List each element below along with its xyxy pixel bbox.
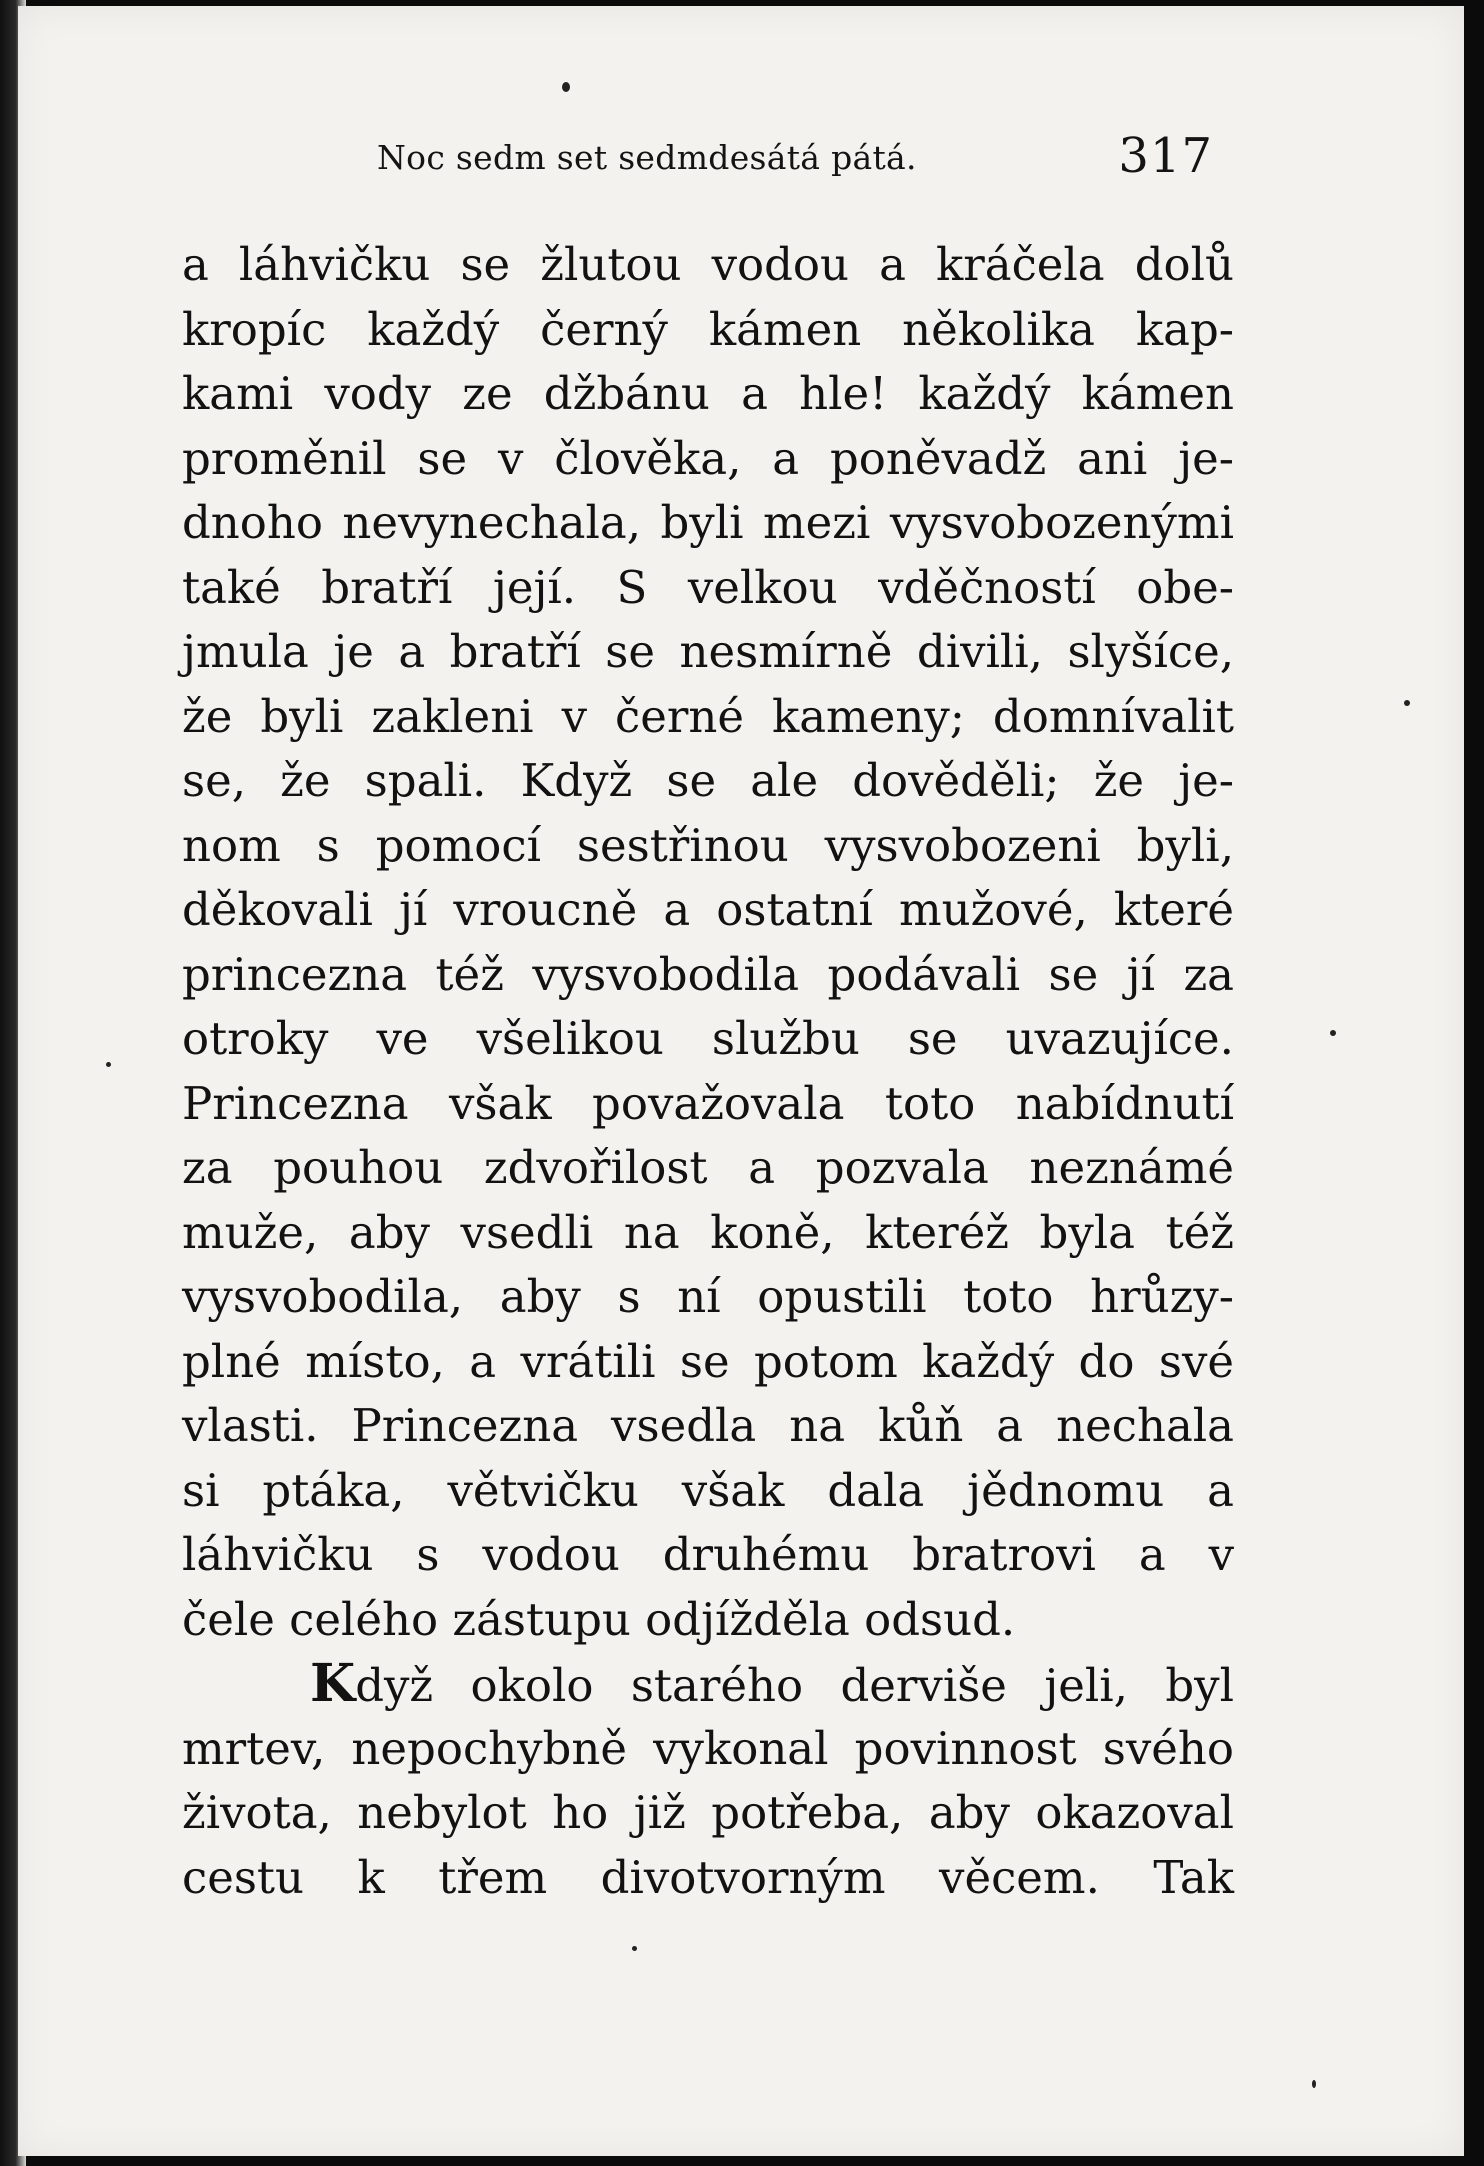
- print-speck: [562, 82, 570, 92]
- text-line: života, nebylot ho již potřeba, aby okazoval: [182, 1786, 1234, 1839]
- text-line: že byli zakleni v černé kameny; domnívalit: [182, 689, 1234, 743]
- paragraph-2: [182, 1652, 1234, 1910]
- text-line: za pouhou zdvořilost a pozvala neznámé: [182, 1141, 1234, 1194]
- text-line: Princezna však považovala toto nabídnutí: [182, 1076, 1234, 1130]
- running-head: [377, 128, 1213, 188]
- text-line: vlasti. Princezna vsedla na kůň a nechala: [182, 1399, 1234, 1452]
- drop-cap: K: [310, 1653, 356, 1714]
- running-title: Noc sedm set sedmdesátá pátá.: [377, 138, 917, 177]
- text-line: proměnil se v člověka, a poněvadž ani je-: [182, 431, 1234, 485]
- text-line: také bratří její. S velkou vděčností obe-: [182, 560, 1234, 614]
- paragraph-1: [182, 233, 1234, 1652]
- text-line: láhvičku s vodou druhému bratrovi a v: [182, 1528, 1234, 1581]
- text-line: jmula je a bratří se nesmírně divili, slyšíce,: [182, 625, 1234, 678]
- text-line: mrtev, nepochybně vykonal povinnost svého: [182, 1721, 1234, 1775]
- text-line: kami vody ze džbánu a hle! každý kámen: [182, 367, 1234, 420]
- text-line: plné místo, a vrátili se potom každý do své: [182, 1334, 1234, 1388]
- text-line: cestu k třem divotvorným věcem. Tak: [182, 1850, 1234, 1904]
- text-line: princezna též vysvobodila podávali se jí za: [182, 947, 1234, 1001]
- text-line: si ptáka, větvičku však dala jědnomu a: [182, 1463, 1234, 1517]
- text-line: vysvobodila, aby s ní opustili toto hrůzy-: [182, 1270, 1234, 1323]
- text-line: čele celého zástupu odjížděla odsud.: [182, 1592, 1016, 1646]
- print-speck: [632, 1946, 637, 1951]
- print-speck: [106, 1062, 111, 1067]
- text-line: děkovali jí vroucně a ostatní mužové, které: [182, 883, 1234, 936]
- text-line: kropíc každý černý kámen několika kap-: [182, 302, 1234, 356]
- text-line: muže, aby vsedli na koně, kteréž byla též: [182, 1205, 1234, 1259]
- text-line: dnoho nevynechala, byli mezi vysvobozenými: [182, 496, 1234, 549]
- text-line: nom s pomocí sestřinou vysvobozeni byli,: [182, 818, 1234, 872]
- print-speck: [1404, 700, 1410, 706]
- text-line-first: [182, 1652, 1234, 1717]
- text-line: se, že spali. Když se ale dověděli; že je-: [182, 754, 1234, 807]
- text-line: otroky ve všelikou službu se uvazujíce.: [182, 1012, 1234, 1065]
- print-speck: [1330, 1030, 1336, 1036]
- page-text: [182, 233, 1234, 1910]
- page-number: 317: [1118, 128, 1213, 184]
- print-speck: [1312, 2080, 1316, 2088]
- text-line: a láhvičku se žlutou vodou a kráčela dolů: [182, 238, 1234, 291]
- first-line-text: dyž okolo starého derviše jeli, byl: [355, 1659, 1234, 1712]
